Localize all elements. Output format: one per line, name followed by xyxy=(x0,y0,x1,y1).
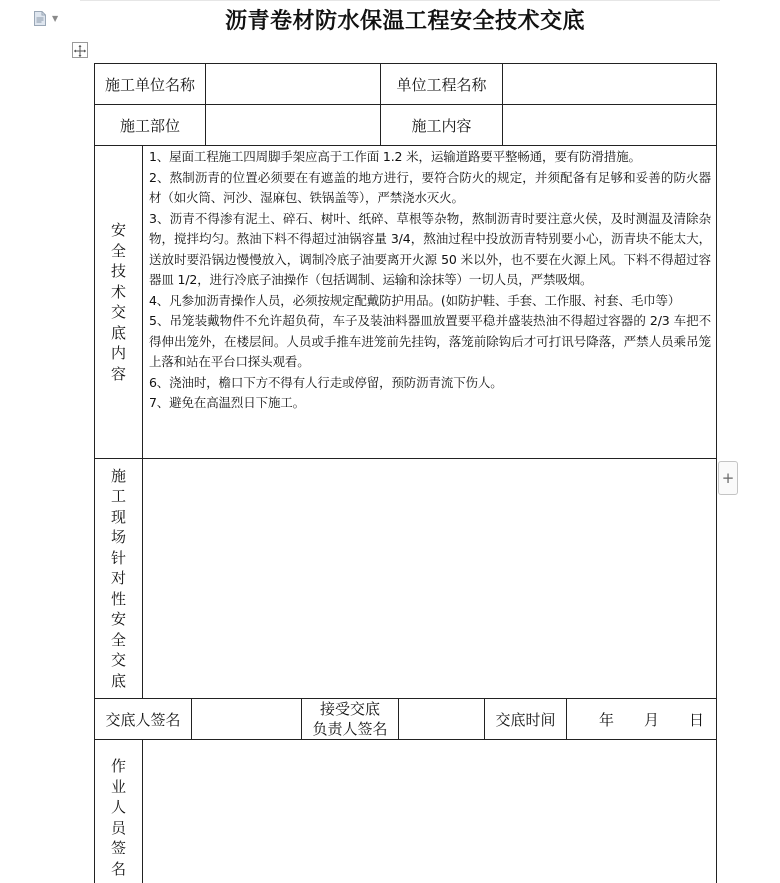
site-disclosure-label xyxy=(95,459,142,698)
discloser-label: 交底人签名 xyxy=(105,710,181,729)
unit-name-label: 施工单位名称 xyxy=(104,75,195,94)
label-char: 安 xyxy=(110,221,126,239)
move-icon[interactable] xyxy=(72,42,88,58)
label-char: 人 xyxy=(110,798,126,816)
plus-icon[interactable]: + xyxy=(718,461,738,495)
label-char: 施 xyxy=(110,466,126,485)
label-char: 交 xyxy=(110,651,126,670)
label-char: 性 xyxy=(110,589,126,608)
label-char: 术 xyxy=(110,282,126,301)
label-char: 交 xyxy=(110,303,126,321)
label-char: 安 xyxy=(110,610,126,629)
label-char: 签 xyxy=(110,839,126,857)
safety-item: 5、吊笼装戴物件不允许超负荷，车子及装油料器皿放置要平稳并盛装热油不得超过容器的 2/3 车把不得伸出笼外，在楼层间。人员或手推车进笼前先挂钩，落笼前除钩后才可打讯号降落，严禁人员乘吊笼上落和站在平台口探头观看。 xyxy=(149,313,711,369)
content-field[interactable] xyxy=(503,105,716,145)
date-field[interactable] xyxy=(567,699,716,739)
label-char: 内 xyxy=(110,344,126,362)
label-char: 全 xyxy=(110,241,126,260)
label-char: 员 xyxy=(110,818,126,837)
label-char: 业 xyxy=(110,777,126,796)
discloser-signature-field[interactable] xyxy=(192,699,301,739)
safety-content-label xyxy=(95,146,142,458)
document-title: 沥青卷材防水保温工程安全技术交底 xyxy=(224,8,585,34)
safety-content-text[interactable] xyxy=(149,147,711,414)
receiver-label-line2: 负责人签名 xyxy=(312,720,388,738)
page-top-edge xyxy=(80,0,720,1)
safety-item: 6、浇油时，檐口下方不得有人行走或停留，预防沥青流下伤人。 xyxy=(149,374,503,390)
project-name-field[interactable] xyxy=(503,64,716,104)
label-char: 全 xyxy=(110,630,126,649)
site-disclosure-field[interactable] xyxy=(143,459,716,698)
label-char: 对 xyxy=(110,569,126,588)
location-field[interactable] xyxy=(206,105,380,145)
label-char: 针 xyxy=(110,548,126,567)
safety-item: 1、屋面工程施工四周脚手架应高于工作面 1.2 米，运输道路要平整畅通，要有防滑措施。 xyxy=(149,149,641,164)
label-char: 现 xyxy=(110,507,126,526)
label-char: 作 xyxy=(110,757,126,775)
safety-item: 7、避免在高温烈日下施工。 xyxy=(149,395,306,410)
unit-name-field[interactable] xyxy=(206,64,380,104)
label-char: 技 xyxy=(110,262,126,280)
label-char: 底 xyxy=(110,323,126,342)
project-name-label: 单位工程名称 xyxy=(396,75,487,94)
safety-item: 3、沥青不得渗有泥土、碎石、树叶、纸碎、草根等杂物，熬制沥青时要注意火侯，及时测温及清除杂物，搅拌均匀。熬油下料不得超过油锅容量 3/4，熬油过程中投放沥青特别要小心，沥青块不能太大，送放时要沿锅边慢慢放入，调制冷底子油要离开火源 50 米以外，也不要在火源上风。下料不得超过容器皿 1/2，进行冷底子油操作（包括调制、运输和涂抹等）一切人员，严禁吸烟。 xyxy=(149,210,711,287)
date-label: 交底时间 xyxy=(495,710,556,729)
label-char: 底 xyxy=(110,671,126,690)
label-char: 场 xyxy=(110,528,126,547)
safety-item: 2、熬制沥青的位置必须要在有遮盖的地方进行，要符合防火的规定，并须配备有足够和妥善的防火器材（如火筒、河沙、湿麻包、铁锅盖等），严禁浇水灭火。 xyxy=(149,169,711,205)
receiver-label-line1: 接受交底 xyxy=(319,700,380,718)
safety-item: 4、凡参加沥青操作人员，必须按规定配戴防护用品。(如防护鞋、手套、工作服、衬套、毛巾等） xyxy=(149,292,681,308)
workers-signature-field[interactable] xyxy=(143,740,716,883)
content-label: 施工内容 xyxy=(411,116,472,135)
label-char: 容 xyxy=(110,364,126,383)
receiver-signature-field[interactable] xyxy=(399,699,484,739)
receiver-label xyxy=(302,699,398,739)
location-label: 施工部位 xyxy=(119,116,180,135)
workers-signature-label xyxy=(95,740,142,883)
disclosure-table xyxy=(94,63,717,883)
label-char: 名 xyxy=(110,859,126,878)
date-day: 日 xyxy=(688,710,704,729)
date-year: 年 xyxy=(598,710,614,729)
date-month: 月 xyxy=(643,710,659,729)
label-char: 工 xyxy=(110,487,126,506)
caret-down-icon[interactable]: ▼ xyxy=(52,14,59,23)
